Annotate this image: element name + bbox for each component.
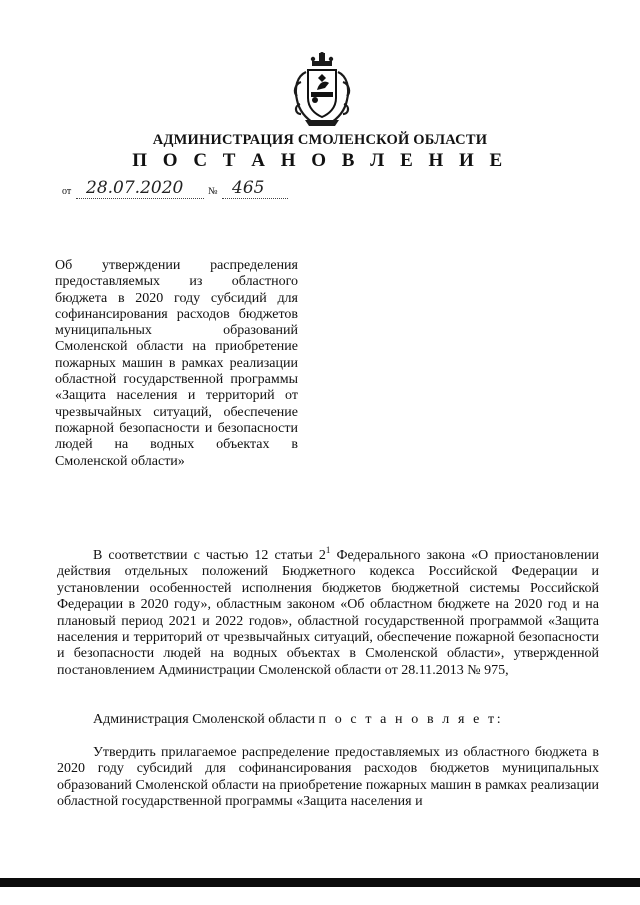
date-underline: [76, 198, 204, 199]
number-value: 465: [232, 178, 265, 198]
coat-of-arms-emblem: [291, 52, 353, 128]
preamble-superscript: 1: [325, 545, 331, 555]
preamble-paragraph: [57, 545, 600, 679]
date-value: 28.07.2020: [86, 178, 184, 198]
document-subject: Об утверждении распределения предоставляемых из областного бюджета в 2020 году субсидий для софинансирования расходов бюджетов муниципальных образований Смоленской области на приобретение пожарных машин в рамках реализации областной государственной программы «Защита населения и территорий от чрезвычайных ситуаций, обеспечение пожарной безопасности и безопасности людей на водных объектах в Смоленской области»: [55, 258, 298, 469]
approval-paragraph: [57, 745, 599, 811]
number-prefix: №: [208, 186, 218, 197]
resolution-paragraph: [57, 712, 599, 728]
resolution-subject: Администрация Смоленской области: [93, 712, 319, 727]
approval-text: Утвердить прилагаемое распределение предоставляемых из областного бюджета в 2020 году субсидий для софинансирования расходов бюджетов муниципальных образований Смоленской области на приобретение пожарных машин в рамках реализации областной государственной программы «Защита населения и: [57, 745, 599, 810]
date-prefix: от: [62, 186, 72, 197]
number-underline: [222, 198, 288, 199]
preamble-text-rest: Федерального закона «О приостановлении действия отдельных положений Бюджетного кодекса Российской Федерации и установлении особенностей исполнения бюджетов бюджетной системы Российской Федерации в 2020 году», областным законом «Об областном бюджете на 2020 год и на плановый период 2021 и 2022 годов», областной государственной программой «Защита населения и территорий от чрезвычайных ситуаций, обеспечение пожарной безопасности и безопасности людей на водных объектах в Смоленской области», утвержденной постановлением Администрации Смоленской области от 28.11.2013 № 975,: [57, 548, 600, 678]
organization-name: АДМИНИСТРАЦИЯ СМОЛЕНСКОЙ ОБЛАСТИ: [152, 132, 488, 148]
preamble-text-start: В соответствии с частью 12 статьи 2: [93, 548, 326, 563]
resolution-verb: п о с т а н о в л я е т:: [318, 712, 504, 727]
scan-edge-bar: [0, 878, 640, 887]
document-type-title: П О С Т А Н О В Л Е Н И Е: [132, 150, 508, 171]
